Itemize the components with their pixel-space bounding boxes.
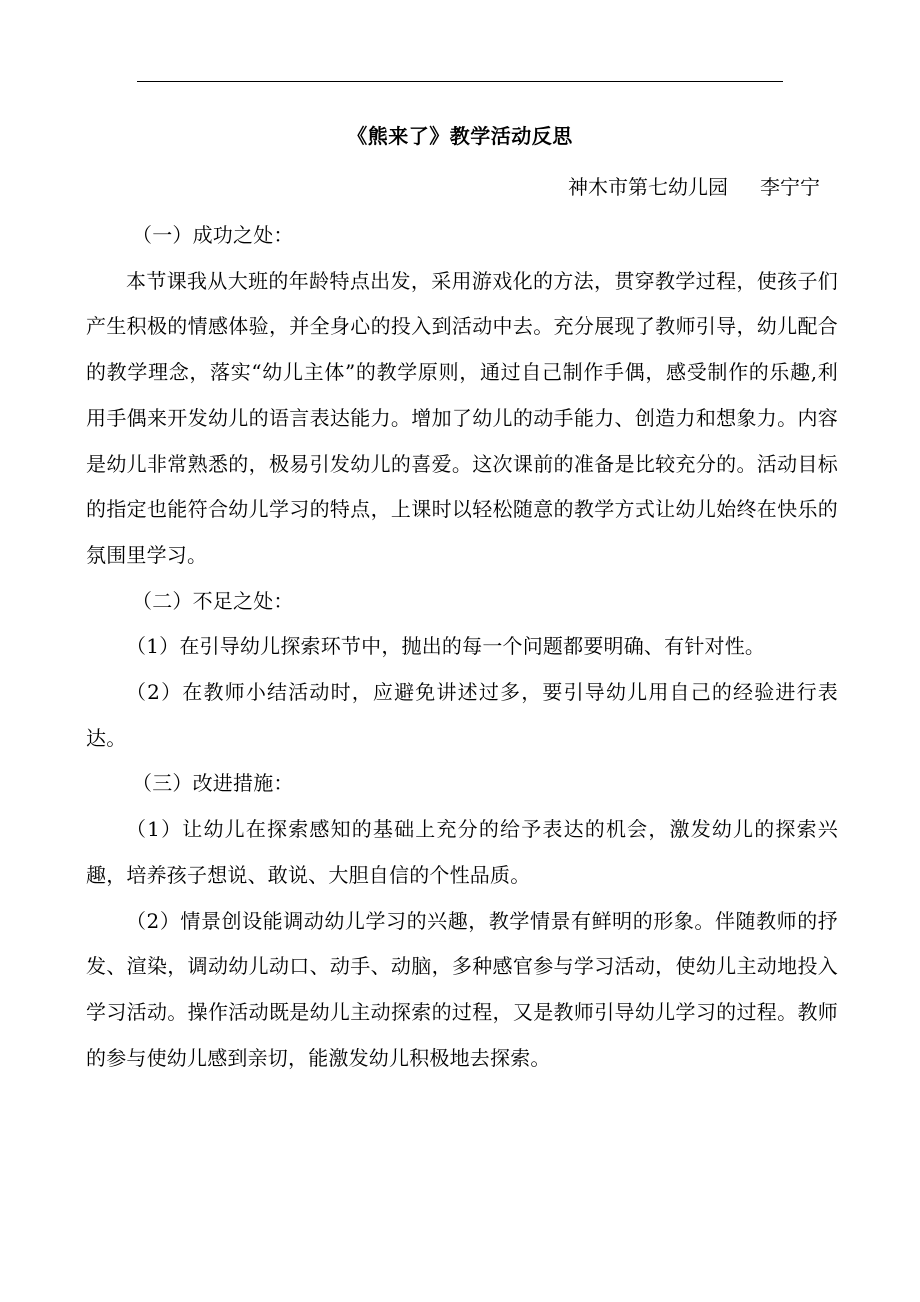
byline-school: 神木市第七幼儿园 [568, 175, 728, 199]
paragraph-improvement-2: （2）情景创设能调动幼儿学习的兴趣，教学情景有鲜明的形象。伴随教师的抒发、渲染，调动幼儿动口、动手、动脑，多种感官参与学习活动，使幼儿主动地投入学习活动。操作活动既是幼儿主动探索的过程，又是教师引导幼儿学习的过程。教师的参与使幼儿感到亲切，能激发幼儿积极地去探索。 [86, 908, 838, 1070]
section-heading-shortcomings: （二）不足之处： [132, 588, 294, 613]
page-title: 《熊来了》教学活动反思 [347, 124, 573, 148]
paragraph-success-body: 本节课我从大班的年龄特点出发，采用游戏化的方法，贯穿教学过程，使孩子们产生积极的情感体验，并全身心的投入到活动中去。充分展现了教师引导，幼儿配合的教学理念，落实“幼儿主体”的教学原则，通过自己制作手偶，感受制作的乐趣,利用手偶来开发幼儿的语言表达能力。增加了幼儿的动手能力、创造力和想象力。内容是幼儿非常熟悉的，极易引发幼儿的喜爱。这次课前的准备是比较充分的。活动目标的指定也能符合幼儿学习的特点，上课时以轻松随意的教学方式让幼儿始终在快乐的氛围里学习。 [86, 268, 838, 567]
paragraph-shortcoming-1: （1）在引导幼儿探索环节中，抛出的每一个问题都要明确、有针对性。 [126, 634, 766, 659]
section-heading-success: （一）成功之处： [132, 223, 294, 247]
paragraph-improvement-1: （1）让幼儿在探索感知的基础上充分的给予表达的机会，激发幼儿的探索兴趣，培养孩子想说、敢说、大胆自信的个性品质。 [86, 817, 838, 887]
paragraph-shortcoming-2: （2）在教师小结活动时，应避免讲述过多，要引导幼儿用自己的经验进行表达。 [86, 680, 838, 750]
byline [568, 173, 820, 201]
section-heading-improvements: （三）改进措施： [132, 771, 294, 796]
header-rule [137, 81, 783, 82]
byline-author: 李宁宁 [760, 175, 820, 199]
document-body [86, 213, 838, 1081]
